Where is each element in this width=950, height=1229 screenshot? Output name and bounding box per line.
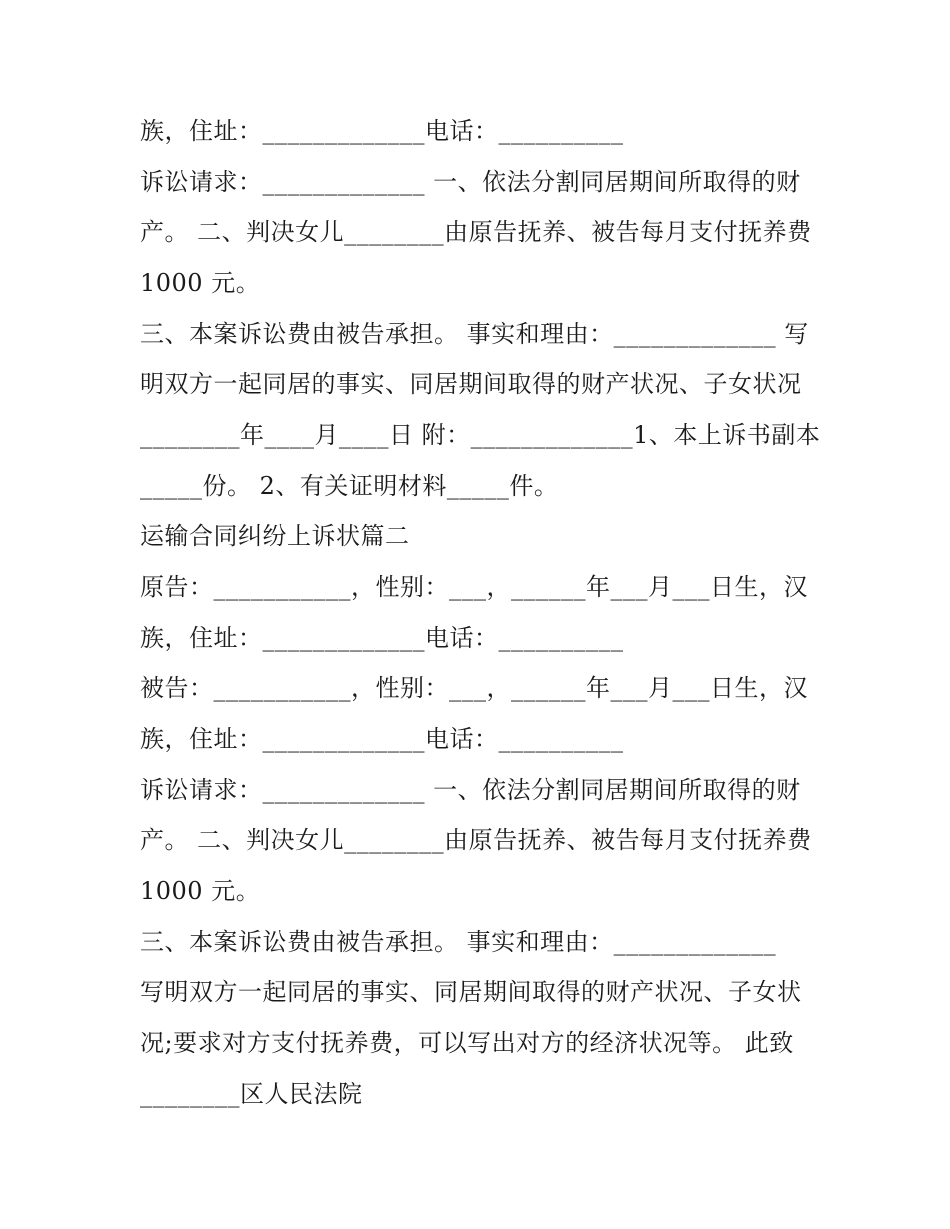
text-line: 三、本案诉讼费由被告承担。 事实和理由：_____________ 写 [140,320,809,348]
text-line: 产。 二、判决女儿________由原告抚养、被告每月支付抚养费 [140,826,812,854]
text-line: 原告：___________，性别：___，______年___月___日生，汉 [140,573,808,601]
text-line: 族，住址：_____________电话：__________ [140,117,624,145]
text-line: _____份。 2、有关证明材料_____件。 [140,472,559,500]
text-line: 三、本案诉讼费由被告承担。 事实和理由：_____________ [140,928,777,956]
text-line: 1000 元。 [140,877,261,905]
text-line: ________年____月____日 附：_____________1、本上诉书副本 [140,421,821,449]
text-line: 诉讼请求：_____________ 一、依法分割同居期间所取得的财 [140,776,801,804]
text-line: 族，住址：_____________电话：__________ [140,624,624,652]
text-line: ________区人民法院 [140,1080,363,1108]
text-line: 写明双方一起同居的事实、同居期间取得的财产状况、子女状 [140,978,802,1006]
text-line: 明双方一起同居的事实、同居期间取得的财产状况、子女状况 [140,370,802,398]
text-line: 族，住址：_____________电话：__________ [140,725,624,753]
text-line: 诉讼请求：_____________ 一、依法分割同居期间所取得的财 [140,168,801,196]
text-line: 1000 元。 [140,269,261,297]
text-line: 况;要求对方支付抚养费，可以写出对方的经济状况等。 此致 [140,1029,794,1057]
text-line: 产。 二、判决女儿________由原告抚养、被告每月支付抚养费 [140,218,812,246]
text-line: 被告：___________，性别：___，______年___月___日生，汉 [140,674,808,702]
section-heading: 运输合同纠纷上诉状篇二 [140,522,410,550]
